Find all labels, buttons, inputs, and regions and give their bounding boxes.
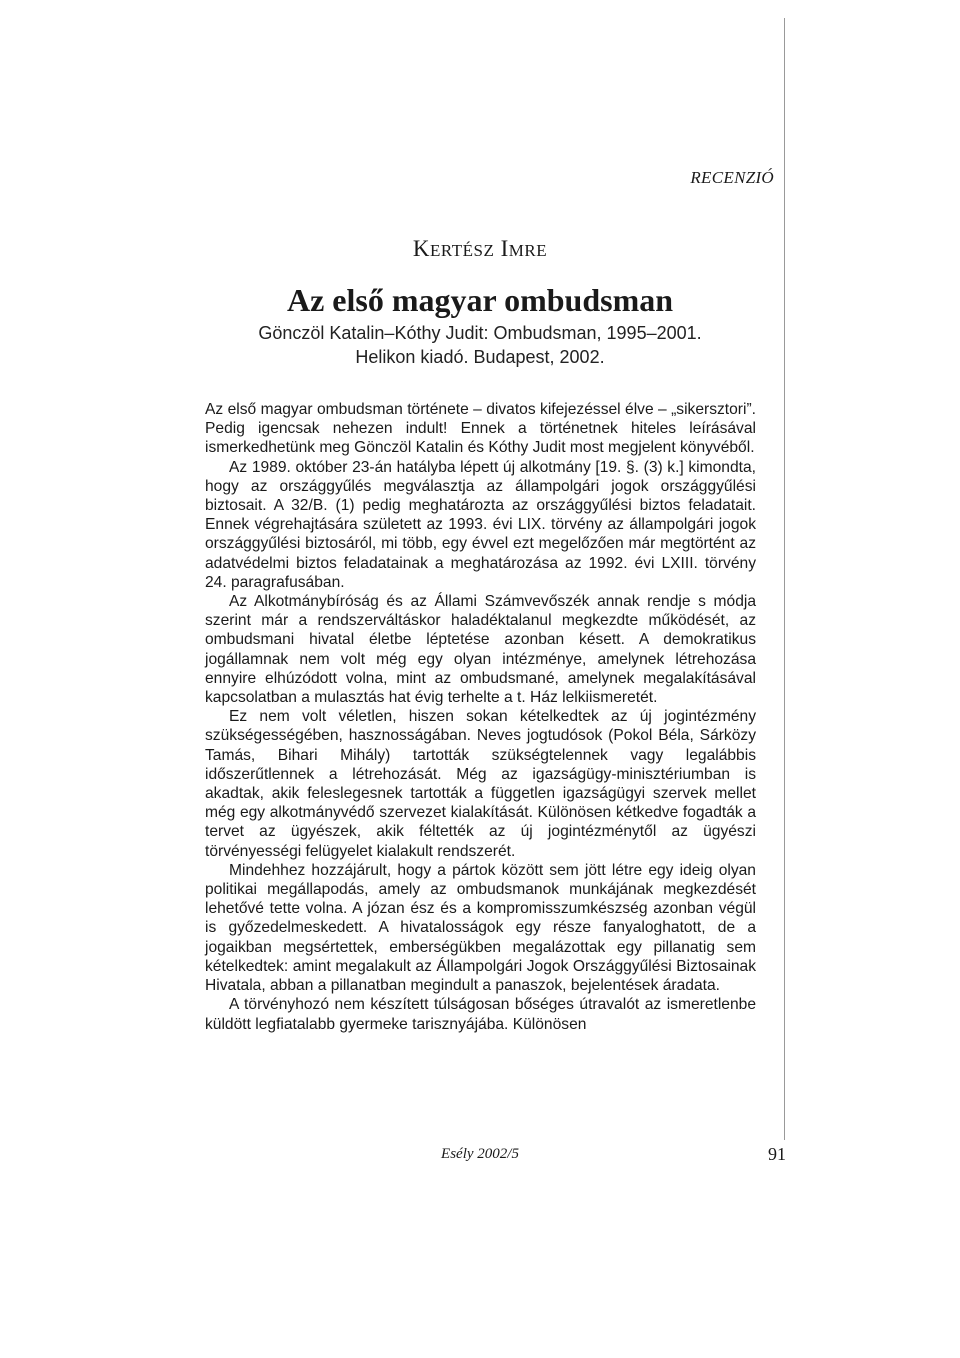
book-reference-line-1: Gönczöl Katalin–Kóthy Judit: Ombudsman, 1995–2001. [258,323,702,343]
margin-rule [784,18,785,1140]
paragraph-6: A törvényhozó nem készített túlságosan bőséges útravalót az ismeretlenbe küldött legfiatalabb gyermeke tarisznyájába. Különösen [205,996,756,1033]
author-name [0,236,960,262]
author-initial-2: I [500,236,509,261]
section-label: RECENZIÓ [690,168,774,187]
article-body [205,400,756,1034]
journal-footer: Esély 2002/5 [441,1146,519,1162]
author-rest-1: ERTÉSZ [430,241,495,260]
author-rest-2: MRE [508,241,548,260]
paragraph-4: Ez nem volt véletlen, hiszen sokan kételkedtek az új jogintézmény szükségességében, hasznosságában. Neves jogtudósok (Pokol Béla, Sárközy Tamás, Bihari Mihály) tartották szükségtelennek vagy legalábbis időszerűtlennek a létrehozását. Még az igazságügy-minisztériumban is akadtak, akik feleslegesnek tartották a független igazságügyi szervek mellet még egy alkotmányvédő szervezet kialakítását. Különösen kétkedve fogadták a tervet az ügyészek, akik féltették az új jogintézménytől az ügyészi törvényességi felügyelet kialakult rendszerét. [205,708,756,860]
author-initial-1: K [412,236,431,261]
paragraph-1: Az első magyar ombudsman története – divatos kifejezéssel élve – „sikersztori”. Pedig igencsak nehezen indult! Ennek a történetnek hiteles leírásával ismerkedhetünk meg Gönczöl Katalin és Kóthy Judit most megjelent könyvéből. [205,401,756,457]
book-reference [0,321,960,369]
paragraph-2: Az 1989. október 23-án hatályba lépett új alkotmány [19. §. (3) k.] kimondta, hogy az országgyűlés megválasztja az állampolgári jogok országgyűlési biztosait. A 32/B. (1) pedig meghatározta az országgyűlési biztos feladatait. Ennek végrehajtására született az 1993. évi LIX. törvény az állampolgári jogok országgyűlési biztosáról, mi több, egy évvel ezt megelőzően már megtörtént az adatvédelmi biztos feladatainak a meghatározása az 1992. évi LXIII. törvény 24. paragrafusában. [205,458,756,591]
page-number: 91 [768,1144,786,1164]
book-reference-line-2: Helikon kiadó. Budapest, 2002. [355,347,605,367]
article-title: Az első magyar ombudsman [286,282,674,318]
paragraph-3: Az Alkotmánybíróság és az Állami Számvevőszék annak rendje s módja szerint már a rendszerváltáskor haladéktalanul megkezdte működését, az ombudsmani hivatal életbe léptetése azonban késett. A demokratikus jogállamnak nem volt még egy olyan intézménye, amelynek létrehozása ennyire elhúzódott volna, mint az ombudsmané, amelynek megalakításával kapcsolatban a mulasztás hat évig terhelte a t. Ház lelkiismeretét. [205,593,756,707]
paragraph-5: Mindehhez hozzájárult, hogy a pártok között sem jött létre egy ideig olyan politikai megállapodás, amely az ombudsmanok munkájának megkezdését lehetővé tette volna. A józan ész és a kompromisszumkészség azonban végül is győzedelmeskedett. A hivatalosságok egy része fanyaloghatott, de a jogaikban megsértettek, emberségükben megalázottak egy pillanatig sem kételkedtek: amint megalakult az Állampolgári Jogok Országgyűlési Biztosainak Hivatala, abban a pillanatban megindult a panaszok, bejelentések áradata. [205,861,756,995]
